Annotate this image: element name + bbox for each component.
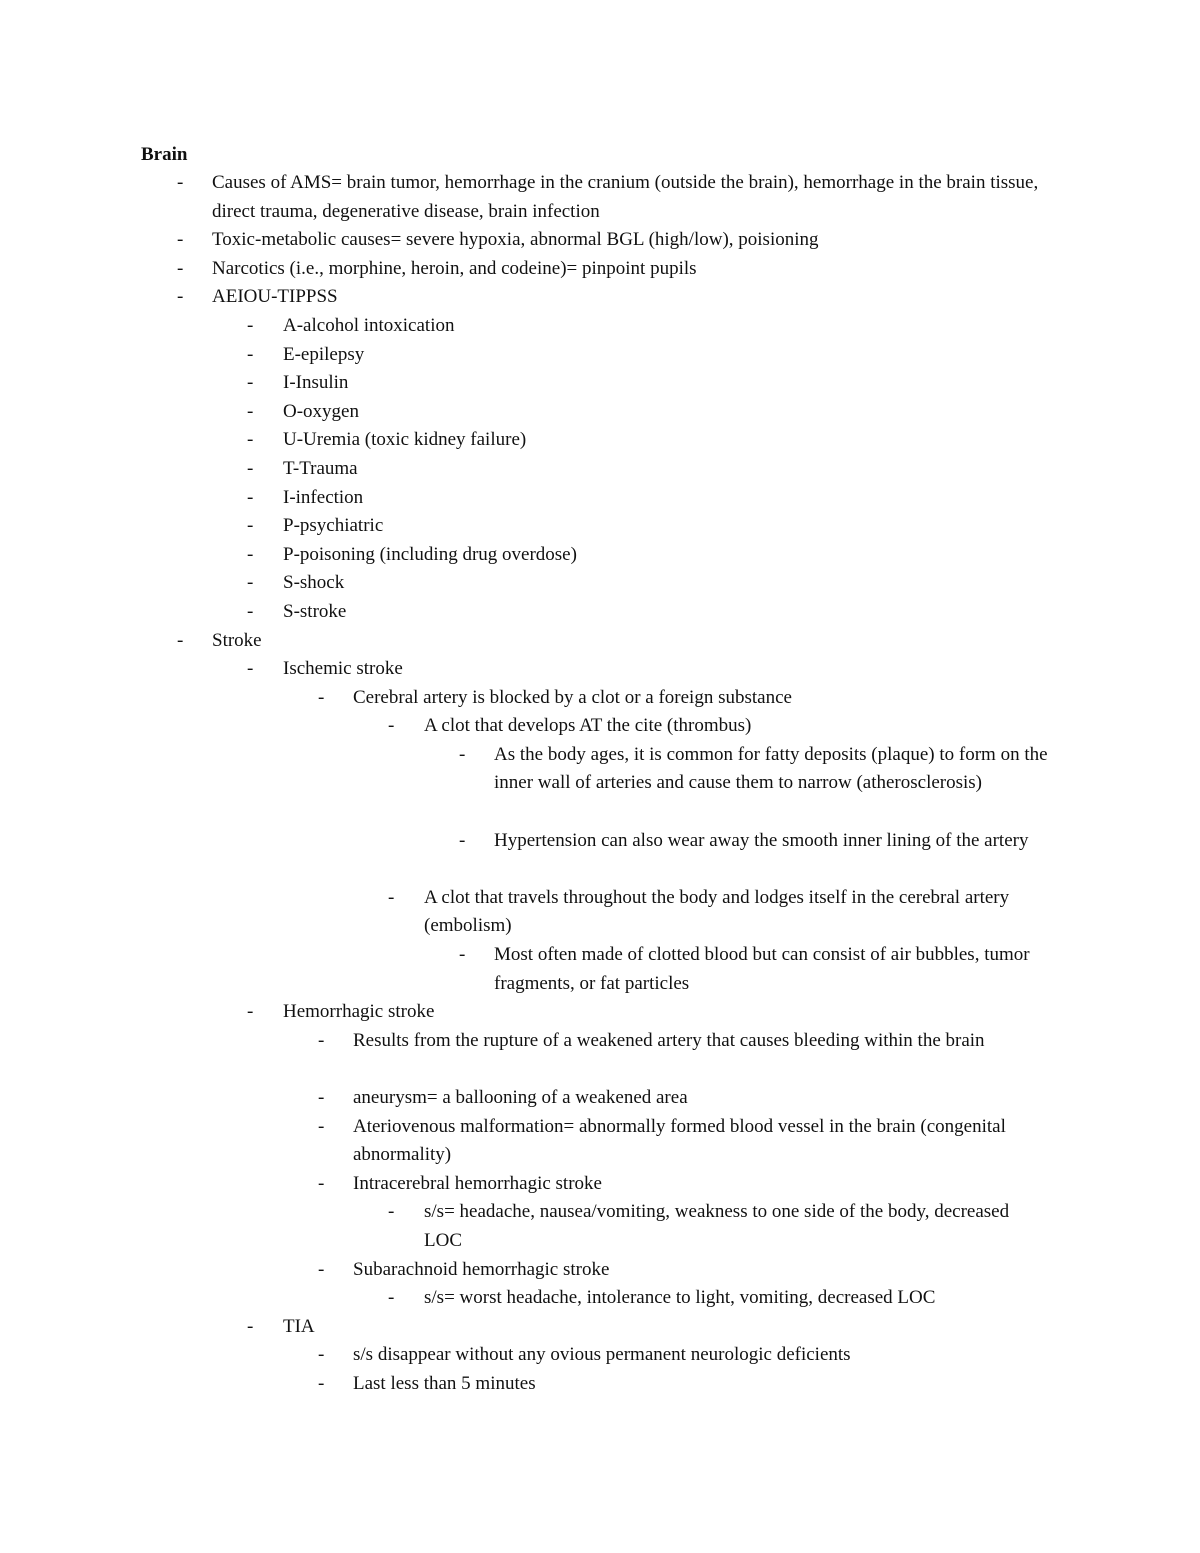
bullet-dash: -	[318, 1258, 325, 1280]
bullet-item-level-2	[0, 484, 1200, 513]
bullet-dash: -	[318, 1372, 325, 1394]
bullet-item-level-3	[0, 1113, 1200, 1170]
bullet-text: Intracerebral hemorrhagic stroke	[353, 1172, 602, 1194]
bullet-text: A clot that travels throughout the body and lodges itself in the cerebral artery (embolism)	[424, 886, 1010, 937]
bullet-text: Subarachnoid hemorrhagic stroke	[353, 1258, 610, 1280]
bullet-dash: -	[459, 829, 466, 851]
bullet-text: Narcotics (i.e., morphine, heroin, and codeine)= pinpoint pupils	[212, 257, 697, 279]
bullet-dash: -	[318, 1087, 325, 1109]
bullet-dash: -	[388, 1287, 395, 1309]
bullet-dash: -	[318, 1029, 325, 1051]
bullet-dash: -	[459, 743, 466, 765]
bullet-text: E-epilepsy	[283, 343, 365, 365]
bullet-dash: -	[247, 543, 254, 565]
bullet-dash: -	[247, 486, 254, 508]
bullet-dash: -	[247, 400, 254, 422]
bullet-text: Hemorrhagic stroke	[283, 1001, 435, 1023]
bullet-dash: -	[388, 715, 395, 737]
bullet-item-level-2	[0, 398, 1200, 427]
bullet-item-level-2	[0, 998, 1200, 1027]
bullet-text: Most often made of clotted blood but can consist of air bubbles, tumor fragments, or fat particles	[494, 944, 1030, 994]
bullet-dash: -	[177, 229, 184, 251]
bullet-text: A clot that develops AT the cite (thrombus)	[424, 715, 752, 737]
bullet-item-level-4	[0, 1284, 1200, 1313]
bullet-dash: -	[247, 1315, 254, 1337]
bullet-dash: -	[388, 1201, 395, 1223]
bullet-dash: -	[177, 172, 184, 193]
bullet-dash: -	[247, 515, 254, 537]
bullet-text: Ateriovenous malformation= abnormally formed blood vessel in the brain (congenital abnormality)	[353, 1115, 1006, 1166]
bullet-text: Toxic-metabolic causes= severe hypoxia, abnormal BGL (high/low), poisioning	[212, 229, 819, 251]
bullet-text: P-poisoning (including drug overdose)	[283, 543, 577, 565]
bullet-item-level-3	[0, 1370, 1200, 1399]
bullet-text: Results from the rupture of a weakened artery that causes bleeding within the brain	[353, 1029, 985, 1051]
bullet-text: S-shock	[283, 572, 345, 594]
bullet-item-level-2	[0, 312, 1200, 341]
bullet-text: U-Uremia (toxic kidney failure)	[283, 429, 527, 451]
bullet-dash: -	[247, 457, 254, 479]
bullet-text: Stroke	[212, 629, 262, 651]
bullet-text: s/s= headache, nausea/vomiting, weakness to one side of the body, decreased LOC	[424, 1201, 1010, 1251]
bullet-item-level-2	[0, 569, 1200, 598]
bullet-text: I-Insulin	[283, 372, 349, 394]
bullet-item-level-1	[0, 627, 1200, 656]
bullet-dash: -	[247, 572, 254, 594]
bullet-text: As the body ages, it is common for fatty deposits (plaque) to form on the inner wall of arteries and cause them to narrow (atherosclerosis)	[494, 743, 1048, 794]
bullet-text: s/s= worst headache, intolerance to light, vomiting, decreased LOC	[424, 1287, 936, 1309]
bullet-item-level-2	[0, 369, 1200, 398]
bullet-dash: -	[247, 343, 254, 365]
bullet-item-level-3	[0, 1170, 1200, 1199]
bullet-item-level-3	[0, 1341, 1200, 1370]
bullet-item-level-2	[0, 598, 1200, 627]
bullet-item-level-3	[0, 1256, 1200, 1285]
bullet-dash: -	[247, 600, 254, 622]
document-title: Brain	[141, 144, 188, 165]
bullet-item-level-1	[0, 169, 1200, 226]
bullet-text: P-psychiatric	[283, 515, 384, 537]
bullet-item-level-2	[0, 512, 1200, 541]
bullet-item-level-2	[0, 426, 1200, 455]
bullet-text: Ischemic stroke	[283, 658, 403, 680]
bullet-item-level-2	[0, 1313, 1200, 1342]
bullet-dash: -	[247, 372, 254, 394]
bullet-text: T-Trauma	[283, 457, 358, 479]
bullet-item-level-2	[0, 655, 1200, 684]
bullet-text: Last less than 5 minutes	[353, 1372, 536, 1394]
bullet-text: AEIOU-TIPPSS	[212, 286, 338, 308]
bullet-dash: -	[247, 429, 254, 451]
bullet-dash: -	[388, 886, 395, 908]
bullet-text: TIA	[283, 1315, 315, 1337]
bullet-item-level-2	[0, 455, 1200, 484]
bullet-dash: -	[318, 1172, 325, 1194]
bullet-item-level-4	[0, 712, 1200, 741]
bullet-dash: -	[459, 944, 466, 966]
bullet-dash: -	[177, 629, 184, 651]
bullet-text: A-alcohol intoxication	[283, 314, 455, 336]
bullet-item-level-3	[0, 1084, 1200, 1113]
bullet-item-level-1	[0, 255, 1200, 284]
bullet-text: s/s disappear without any ovious permanent neurologic deficients	[353, 1344, 851, 1366]
bullet-text: Cerebral artery is blocked by a clot or a foreign substance	[353, 686, 792, 708]
bullet-item-level-5	[0, 941, 1200, 998]
bullet-text: Hypertension can also wear away the smooth inner lining of the artery	[494, 829, 1029, 851]
bullet-item-level-2	[0, 341, 1200, 370]
bullet-item-level-1	[0, 283, 1200, 312]
bullet-item-level-5	[0, 741, 1200, 827]
bullet-item-level-3	[0, 1027, 1200, 1084]
bullet-item-level-2	[0, 541, 1200, 570]
bullet-dash: -	[318, 1115, 325, 1137]
bullet-text: aneurysm= a ballooning of a weakened area	[353, 1087, 688, 1109]
bullet-list	[0, 169, 1200, 1399]
bullet-dash: -	[318, 1344, 325, 1366]
bullet-item-level-1	[0, 226, 1200, 255]
bullet-item-level-4	[0, 1198, 1200, 1255]
bullet-dash: -	[177, 286, 184, 308]
bullet-item-level-4	[0, 884, 1200, 941]
bullet-dash: -	[247, 658, 254, 680]
bullet-text: S-stroke	[283, 600, 347, 622]
bullet-dash: -	[177, 257, 184, 279]
bullet-dash: -	[247, 314, 254, 336]
bullet-item-level-5	[0, 827, 1200, 884]
bullet-text: I-infection	[283, 486, 364, 508]
bullet-item-level-3	[0, 684, 1200, 713]
bullet-dash: -	[247, 1001, 254, 1023]
bullet-text: O-oxygen	[283, 400, 359, 422]
bullet-dash: -	[318, 686, 325, 708]
bullet-text: Causes of AMS= brain tumor, hemorrhage in the cranium (outside the brain), hemorrhage in the brain tissue, direct trauma, degenerative disease, brain infection	[212, 172, 1039, 222]
